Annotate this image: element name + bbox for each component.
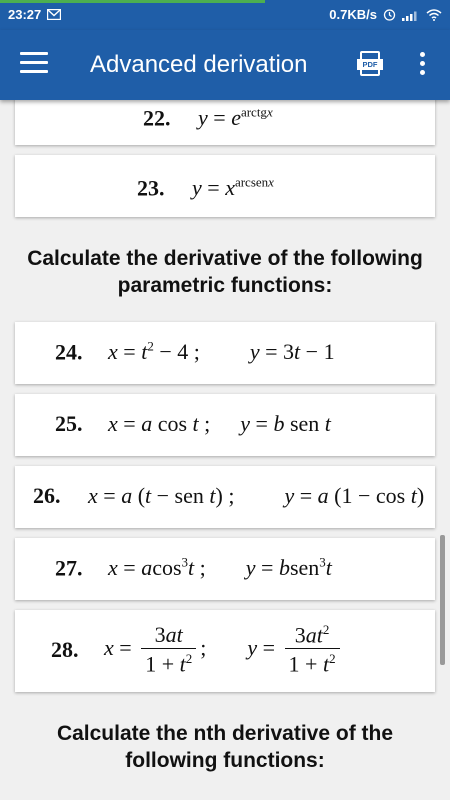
exercise-card-26[interactable]: [15, 466, 435, 528]
alarm-icon: [383, 8, 396, 21]
menu-icon[interactable]: [20, 52, 48, 78]
exercise-card-28[interactable]: [15, 610, 435, 692]
exercise-number: 26.: [33, 483, 61, 508]
exercise-number: 28.: [51, 636, 79, 662]
status-bar: [0, 0, 450, 30]
signal-icon: [402, 9, 420, 21]
exercise-card-22[interactable]: [15, 100, 435, 145]
exercise-card-25[interactable]: [15, 394, 435, 456]
formula: $x = t^2 - 4$ ; y = 3t − 1: [108, 339, 335, 365]
exercise-number: 24.: [55, 339, 83, 365]
exercise-number: 23.: [137, 175, 165, 201]
exercise-number: 22.: [143, 105, 171, 131]
exercise-list[interactable]: [0, 100, 450, 800]
formula: x = a cos t ; y = b sen t: [108, 411, 331, 436]
section-heading-nth: Calculate the nth derivative of the following functions:: [56, 722, 394, 772]
app-bar: [0, 30, 450, 100]
formula: $y = x^{arcsenx}$: [192, 175, 274, 201]
exercise-card-23[interactable]: [15, 155, 435, 217]
exercise-card-24[interactable]: [15, 322, 435, 384]
exercise-card-27[interactable]: [15, 538, 435, 600]
exercise-number: 27.: [55, 555, 83, 581]
exercise-number: 25.: [55, 411, 83, 436]
page-title: Advanced derivation: [90, 51, 308, 78]
formula: $y = e^{arctgx}$: [198, 105, 273, 131]
formula: x = acos$^3$t ; y = bsen$^3$t: [108, 555, 332, 581]
pdf-label: PDF: [357, 59, 383, 70]
status-time: 23:27: [8, 7, 42, 22]
more-vert-icon[interactable]: [412, 52, 432, 80]
progress-bar: [0, 0, 265, 3]
pdf-icon[interactable]: [357, 51, 383, 79]
formula: x = a (t − sen t) ; y = a (1 − cos t): [88, 483, 425, 508]
wifi-icon: [426, 9, 442, 21]
mail-icon: [47, 9, 61, 20]
section-heading-parametric: Calculate the derivative of the following parametric functions:: [27, 247, 423, 297]
formula: x = $\frac{3at}{1 + t^2}$ ; y = $\frac{3at^2}{1 + t^2}$: [104, 635, 344, 660]
scrollbar[interactable]: [440, 535, 445, 665]
network-speed: 0.7KB/s: [329, 7, 377, 22]
